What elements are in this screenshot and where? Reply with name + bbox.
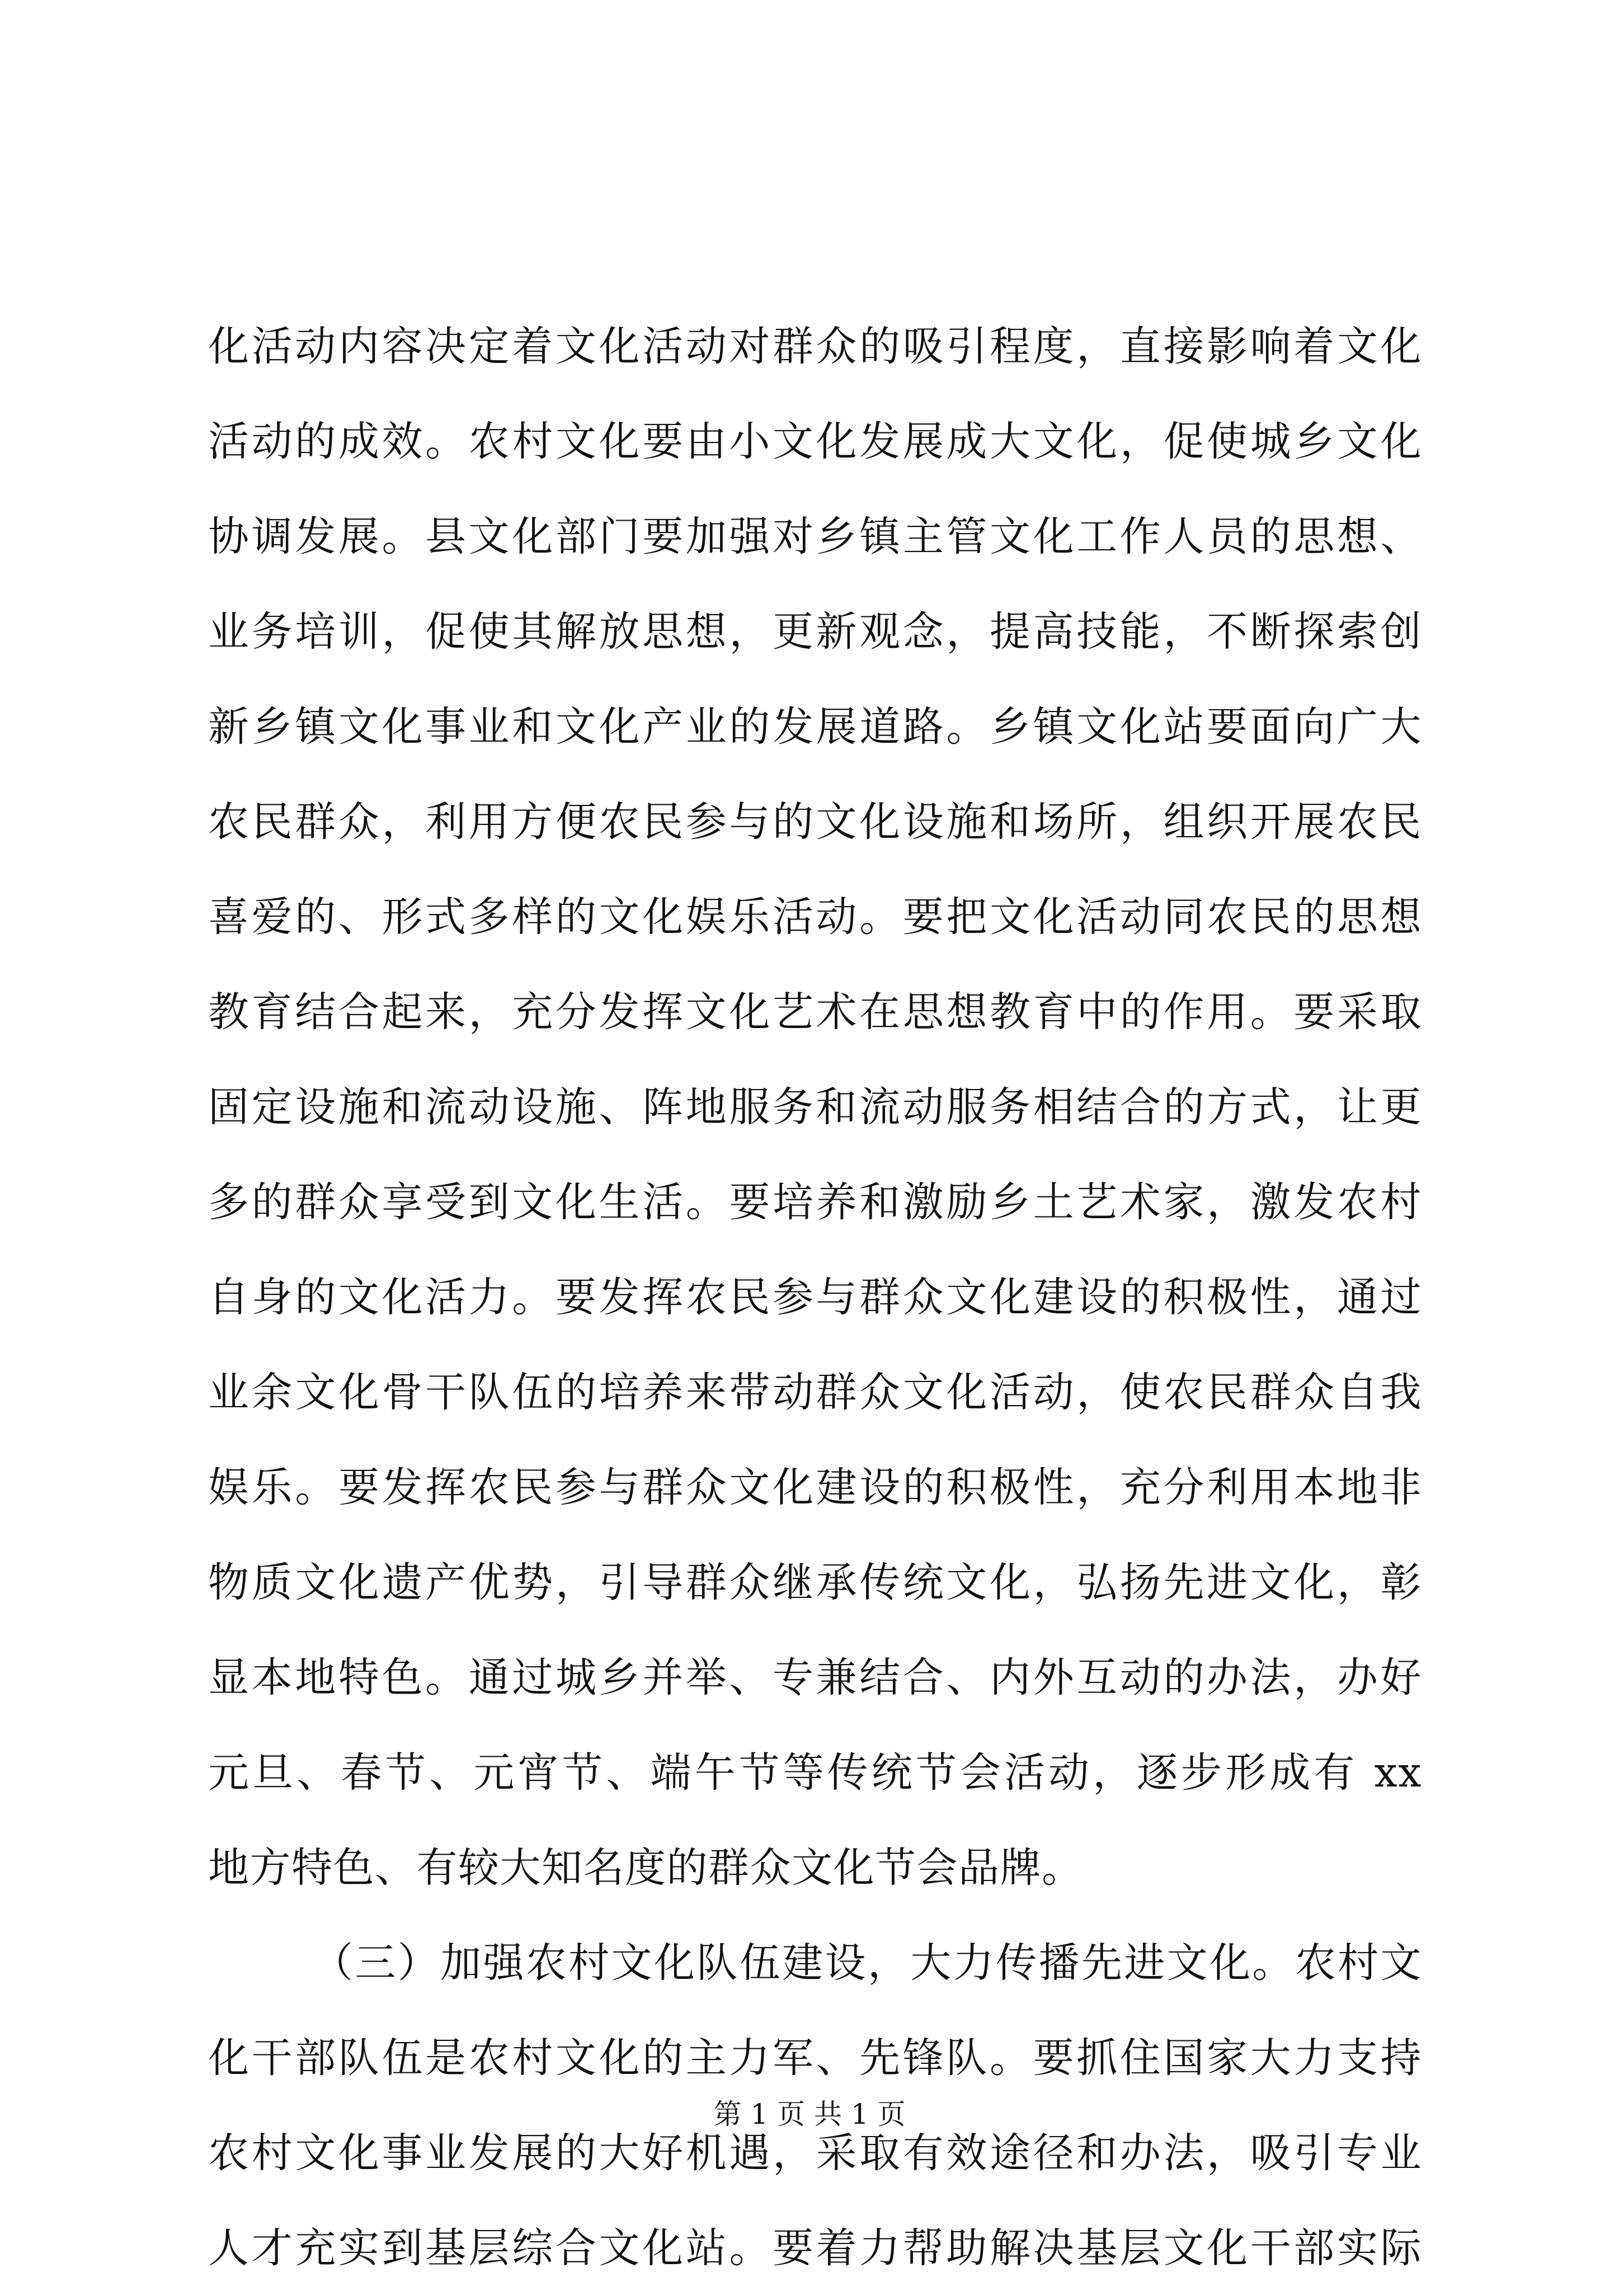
text-line: 人才充实到基层综合文化站。要着力帮助解决基层文化干部实际 (208, 2224, 1422, 2272)
text-line: 新乡镇文化事业和文化产业的发展道路。乡镇文化站要面向广大 (208, 703, 1422, 751)
text-line: 农民群众，利用方便农民参与的文化设施和场所，组织开展农民 (208, 798, 1422, 846)
text-line: 自身的文化活力。要发挥农民参与群众文化建设的积极性，通过 (208, 1274, 1422, 1321)
text-line: 业务培训，促使其解放思想，更新观念，提高技能，不断探索创 (208, 608, 1422, 656)
page-footer (0, 2095, 1619, 2134)
text-line: 业余文化骨干队伍的培养来带动群众文化活动，使农民群众自我 (208, 1369, 1422, 1416)
text-line: 活动的成效。农村文化要由小文化发展成大文化，促使城乡文化 (208, 418, 1422, 465)
text-line: 显本地特色。通过城乡并举、专兼结合、内外互动的办法，办好 (208, 1654, 1422, 1701)
page-number: 第 1 页 共 1 页 (713, 2098, 906, 2130)
text-line: 教育结合起来，充分发挥文化艺术在思想教育中的作用。要采取 (208, 988, 1422, 1036)
body-text (208, 299, 1422, 2296)
text-line: 地方特色、有较大知名度的群众文化节会品牌。 (208, 1844, 1084, 1892)
text-line: 协调发展。县文化部门要加强对乡镇主管文化工作人员的思想、 (208, 513, 1422, 560)
text-line: 元旦、春节、元宵节、端午节等传统节会活动，逐步形成有 xx (208, 1749, 1422, 1797)
text-line: 固定设施和流动设施、阵地服务和流动服务相结合的方式，让更 (208, 1083, 1422, 1131)
text-line: （三）加强农村文化队伍建设，大力传播先进文化。农村文 (312, 1939, 1422, 1987)
text-line: 喜爱的、形式多样的文化娱乐活动。要把文化活动同农民的思想 (208, 893, 1422, 941)
text-line: 物质文化遗产优势，引导群众继承传统文化，弘扬先进文化，彰 (208, 1559, 1422, 1606)
text-line: 娱乐。要发挥农民参与群众文化建设的积极性，充分利用本地非 (208, 1464, 1422, 1511)
text-line: 化干部队伍是农村文化的主力军、先锋队。要抓住国家大力支持 (208, 2034, 1422, 2082)
text-line: 多的群众享受到文化生活。要培养和激励乡土艺术家，激发农村 (208, 1178, 1422, 1226)
text-line: 化活动内容决定着文化活动对群众的吸引程度，直接影响着文化 (208, 323, 1422, 370)
text-line: 农村文化事业发展的大好机遇，采取有效途径和办法，吸引专业 (208, 2129, 1422, 2177)
